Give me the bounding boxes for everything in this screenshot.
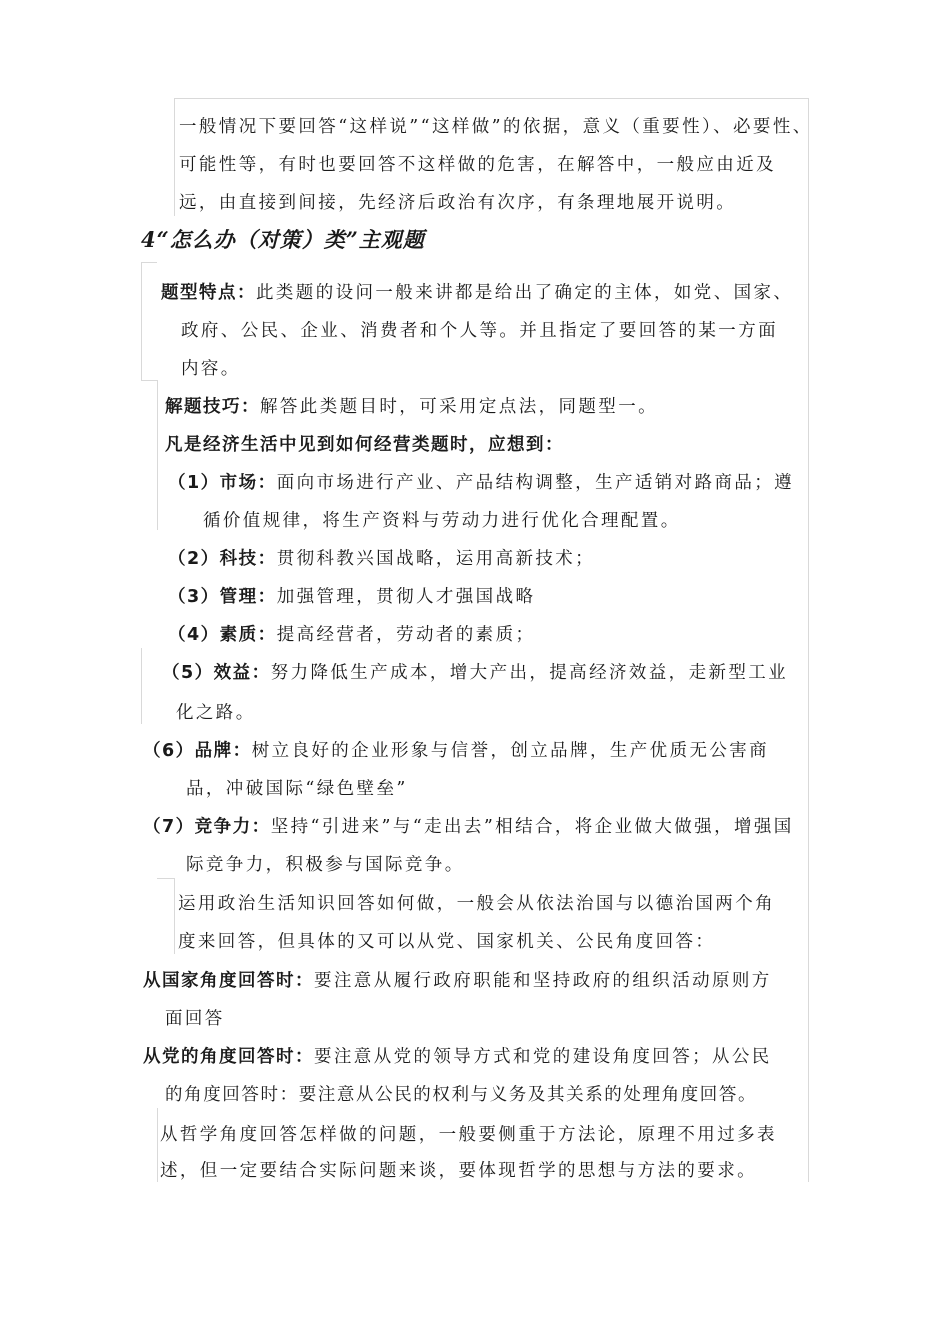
item-7-text: 坚持“引进来”与“走出去”相结合，将企业做大做强，增强国 [270,817,794,837]
item-5-line-1 [162,662,788,684]
state-text: 要注意从履行政府职能和坚持政府的组织活动原则方 [314,971,772,991]
item-1-label: （1）市场： [168,473,277,493]
frame-line [174,878,175,954]
item-5-line-2: 化之路。 [176,703,256,723]
skills-text: 解答此类题目时，可采用定点法，同题型一。 [260,397,658,417]
state-line-1 [143,970,772,992]
features-text: 此类题的设问一般来讲都是给出了确定的主体，如党、国家、 [256,283,794,303]
frame-line [141,262,157,263]
item-1-line-1 [168,472,794,494]
item-4-line [168,624,535,646]
party-text: 要注意从党的领导方式和党的建设角度回答；从公民 [314,1047,772,1067]
item-7-label: （7）竞争力： [143,817,271,837]
item-2-text: 贯彻科教兴国战略，运用高新技术； [276,549,596,569]
features-label: 题型特点： [161,283,256,303]
item-6-text: 树立良好的企业形象与信誉，创立品牌，生产优质无公害商 [251,741,770,761]
frame-line [141,648,142,724]
section-title: 4“怎么办（对策）类”主观题 [141,227,425,252]
intro-line-2: 可能性等，有时也要回答不这样做的危害，在解答中，一般应由近及 [179,155,776,175]
econ-heading: 凡是经济生活中见到如何经营类题时，应想到： [165,435,564,455]
item-4-text: 提高经营者，劳动者的素质； [276,625,536,645]
features-line-1 [161,282,793,304]
item-1-text: 面向市场进行产业、产品结构调整，生产适销对路商品；遵 [276,473,795,493]
state-line-2: 面回答 [165,1009,225,1029]
intro-line-1: 一般情况下要回答“这样说”“这样做”的依据，意义（重要性）、必要性、 [179,117,813,137]
item-7-line-1 [143,816,794,838]
frame-line [141,380,157,381]
frame-line-right [808,98,809,1182]
skills-label: 解题技巧： [165,397,260,417]
item-1-line-2: 循价值规律，将生产资料与劳动力进行优化合理配置。 [203,511,681,531]
skills-line [165,396,658,418]
politics-line-2: 度来回答，但具体的又可以从党、国家机关、公民角度回答： [178,932,716,952]
item-2-line [168,548,595,570]
party-line-1 [143,1046,772,1068]
item-5-label: （5）效益： [162,663,271,683]
frame-line [157,380,158,530]
frame-line-top [174,98,808,99]
item-3-text: 加强管理，贯彻人才强国战略 [276,587,536,607]
frame-line [157,878,174,879]
features-line-2: 政府、公民、企业、消费者和个人等。并且指定了要回答的某一方面 [181,321,778,341]
frame-line [141,262,142,380]
frame-line [157,1108,158,1182]
party-line-2: 的角度回答时：要注意从公民的权利与义务及其关系的处理角度回答。 [165,1085,758,1105]
item-6-line-1 [143,740,769,762]
frame-line [174,98,175,216]
party-label: 从党的角度回答时： [143,1047,314,1067]
item-2-label: （2）科技： [168,549,277,569]
item-6-label: （6）品牌： [143,741,252,761]
item-3-line [168,586,535,608]
item-7-line-2: 际竞争力，积极参与国际竞争。 [186,855,465,875]
item-4-label: （4）素质： [168,625,277,645]
state-label: 从国家角度回答时： [143,971,314,991]
philosophy-line-1: 从哲学角度回答怎样做的问题，一般要侧重于方法论，原理不用过多表 [160,1125,777,1145]
intro-line-3: 远，由直接到间接，先经济后政治有次序，有条理地展开说明。 [179,193,737,213]
item-5-text: 努力降低生产成本，增大产出，提高经济效益，走新型工业 [270,663,789,683]
philosophy-line-2: 述，但一定要结合实际问题来谈，要体现哲学的思想与方法的要求。 [160,1161,757,1181]
item-3-label: （3）管理： [168,587,277,607]
features-line-3: 内容。 [181,359,241,379]
politics-line-1: 运用政治生活知识回答如何做，一般会从依法治国与以德治国两个角 [178,894,775,914]
item-6-line-2: 品，冲破国际“绿色壁垒” [186,779,408,799]
